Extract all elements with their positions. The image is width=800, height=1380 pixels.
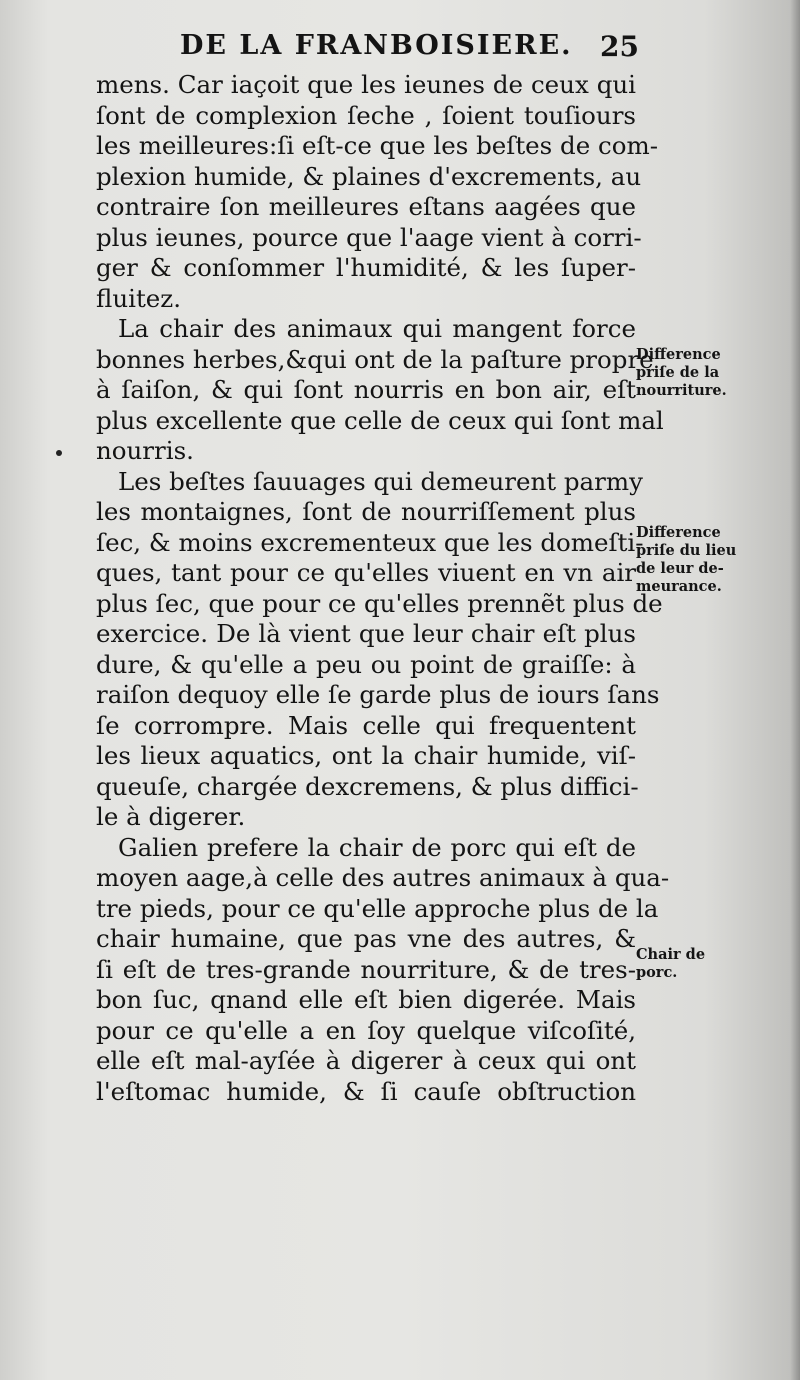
text-line: plus excellente que celle de ceux qui ſont mal [96, 405, 664, 435]
margin-note-lieu [636, 524, 766, 596]
page-number: 25 [600, 30, 639, 63]
margin-note-line: priſe du lieu [636, 542, 737, 559]
running-head: DE LA FRANBOISIERE. [180, 30, 573, 61]
text-line: le à digerer. [96, 802, 246, 831]
text-line: les meilleures:ſi eſt-ce que les beſtes de com- [96, 131, 658, 160]
text-line: pour ce qu'elle a en ſoy quelque viſcoſité, [96, 1015, 636, 1045]
paragraph-3 [96, 466, 663, 833]
margin-note-line: meurance. [636, 578, 722, 595]
text-line: Galien prefere la chair de porc qui eſt de [118, 832, 636, 862]
text-line: bon ſuc, qnand elle eſt bien digerée. Mais [96, 985, 636, 1014]
text-line: bonnes herbes,&qui ont de la paſture propre [96, 344, 654, 374]
margin-note-porc [636, 946, 766, 982]
text-line: raiſon dequoy elle ſe garde plus de iours ſans [96, 680, 660, 709]
paragraph-4 [96, 832, 670, 1108]
text-line: les lieux aquatics, ont la chair humide, viſ- [96, 741, 636, 770]
text-line: à ſaiſon, & qui ſont nourris en bon air, eſt [96, 375, 636, 404]
text-line: plus ſec, que pour ce qu'elles prennẽt plus de [96, 588, 663, 618]
text-line: queuſe, chargée dexcremens, & plus diffici- [96, 771, 639, 801]
margin-note-line: priſe de la [636, 364, 720, 381]
ink-speck [56, 450, 62, 456]
text-line: ques, tant pour ce qu'elles viuent en vn air [96, 558, 636, 587]
page-edge-shadow [790, 0, 800, 1380]
paragraph-1 [96, 70, 658, 314]
text-line: tre pieds, pour ce qu'elle approche plus de la [96, 893, 659, 923]
text-line: plus ieunes, pource que l'aage vient à corri- [96, 222, 642, 252]
margin-note-line: nourriture. [636, 382, 727, 399]
margin-note-line: Difference [636, 524, 721, 541]
body-text [96, 70, 670, 1107]
margin-note-line: Chair de [636, 946, 706, 963]
text-line: ſont de complexion ſeche , ſoient touſiours [96, 100, 636, 130]
text-line: contraire ſon meilleures eſtans aagées que [96, 192, 636, 221]
margin-note-line: Difference [636, 346, 721, 363]
text-line: La chair des animaux qui mangent force [118, 314, 636, 343]
text-line: moyen aage,à celle des autres animaux à qua- [96, 863, 670, 892]
margin-note-line: porc. [636, 964, 678, 981]
text-line: Les beſtes ſauuages qui demeurent parmy [118, 466, 643, 496]
paragraph-2 [96, 314, 664, 467]
text-line: exercice. De là vient que leur chair eſt plus [96, 619, 636, 648]
text-line: ſe corrompre. Mais celle qui frequentent [96, 710, 636, 740]
margin-note-nourriture [636, 346, 766, 400]
text-line: chair humaine, que pas vne des autres, & [96, 924, 636, 953]
text-line: ſi eſt de tres-grande nourriture, & de tres- [96, 954, 636, 984]
text-line: elle eſt mal-ayſée à digerer à ceux qui ont [96, 1046, 636, 1075]
text-line: fluitez. [96, 283, 181, 313]
text-line: ſec, & moins excrementeux que les domeſti- [96, 527, 644, 557]
text-line: plexion humide, & plaines d'excrements, au [96, 161, 642, 191]
margin-note-line: de leur de- [636, 560, 724, 577]
text-line: ger & conſommer l'humidité, & les ſuper- [96, 253, 636, 282]
text-line: nourris. [96, 436, 194, 465]
text-line: dure, & qu'elle a peu ou point de graiſſe: à [96, 649, 636, 679]
text-line: l'eſtomac humide, & ſi cauſe obſtruction [96, 1076, 636, 1106]
text-line: mens. Car iaçoit que les ieunes de ceux qui [96, 70, 636, 99]
text-line: les montaignes, ſont de nourriſſement plus [96, 497, 636, 526]
